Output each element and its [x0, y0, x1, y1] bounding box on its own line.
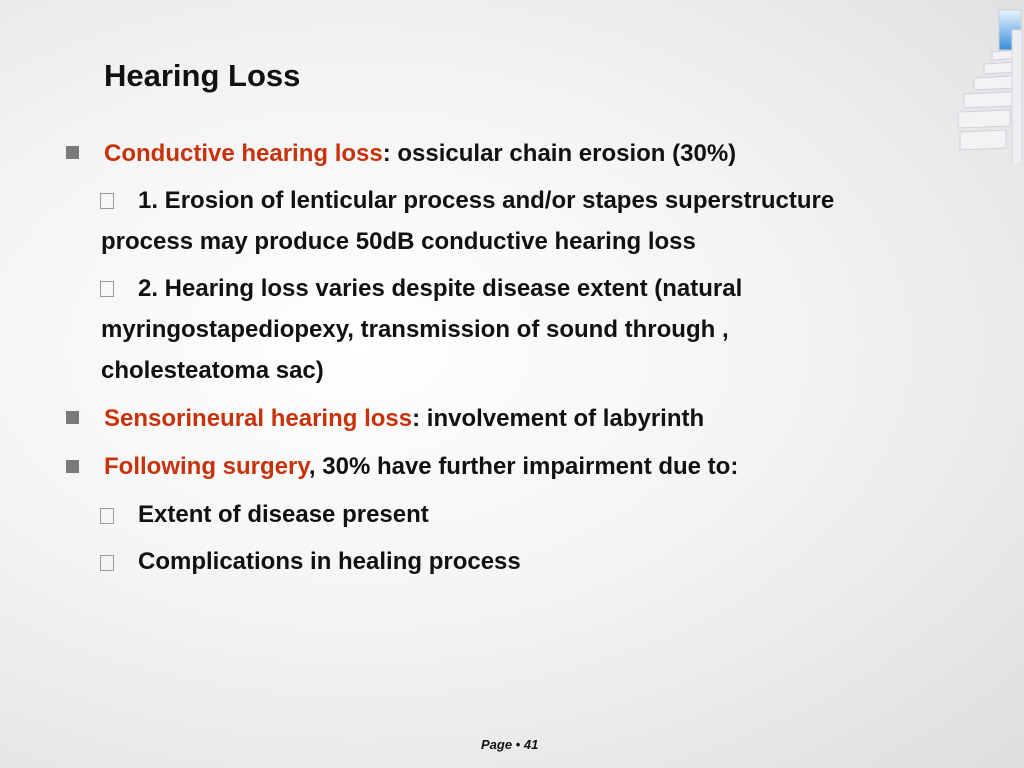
box-bullet-icon	[100, 193, 114, 209]
square-bullet-icon	[66, 146, 79, 159]
sub-point-line: process may produce 50dB conductive hearing loss	[101, 228, 696, 255]
bullet-sensorineural	[104, 399, 704, 439]
sub-point-line: Extent of disease present	[138, 501, 429, 528]
bullet-text: , 30% have further impairment due to:	[308, 453, 739, 480]
bullet-highlight: Sensorineural hearing loss	[104, 405, 413, 432]
sub-point-line: cholesteatoma sac)	[101, 357, 324, 384]
bullet-text: : involvement of labyrinth	[412, 405, 705, 432]
page-number: Page • 41	[481, 737, 539, 752]
sub-point-line: Complications in healing process	[138, 548, 521, 575]
square-bullet-icon	[66, 411, 79, 424]
sub-point-line: 2. Hearing loss varies despite disease extent (natural	[138, 275, 743, 302]
bullet-highlight: Following surgery	[104, 453, 309, 480]
slide-title: Hearing Loss	[104, 58, 301, 93]
bullet-following-surgery	[104, 447, 738, 487]
box-bullet-icon	[100, 508, 114, 524]
bullet-conductive	[104, 134, 736, 174]
box-bullet-icon	[100, 281, 114, 297]
box-bullet-icon	[100, 555, 114, 571]
sub-point-line: 1. Erosion of lenticular process and/or stapes superstructure	[138, 187, 835, 214]
bullet-highlight: Conductive hearing loss	[104, 140, 383, 167]
bullet-text: : ossicular chain erosion (30%)	[382, 140, 737, 167]
square-bullet-icon	[66, 460, 79, 473]
sub-point-line: myringostapediopexy, transmission of sound through ,	[101, 316, 729, 343]
